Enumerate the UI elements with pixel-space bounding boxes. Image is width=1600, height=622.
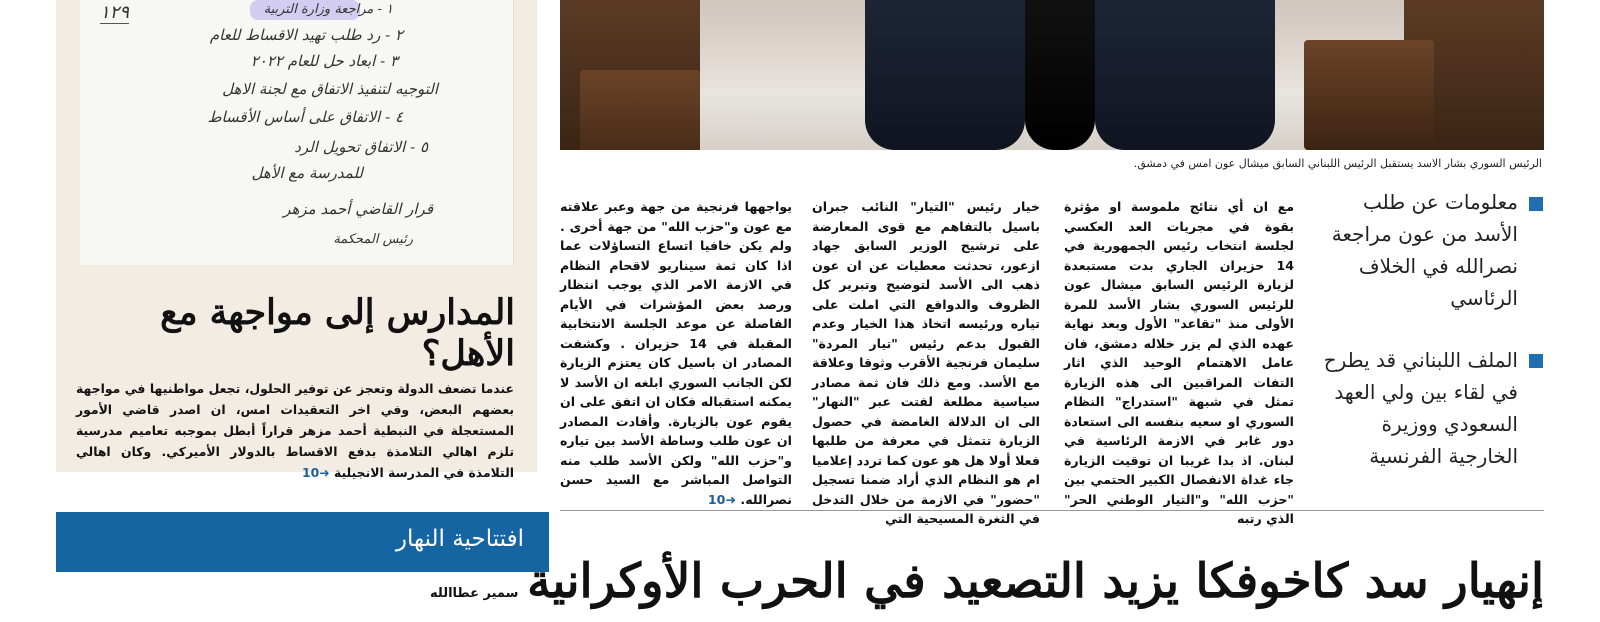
note-line: ٤ - الاتفاق على أساس الأقساط [207, 108, 403, 126]
chair-left [580, 70, 700, 150]
note-line: للمدرسة مع الأهل [251, 164, 363, 182]
photo-caption: الرئيس السوري بشار الاسد يستقبل الرئيس اللبناني السابق ميشال عون امس في دمشق. [1133, 157, 1542, 170]
main-headline[interactable]: إنهيار سد كاخوفكا يزيد التصعيد في الحرب الأوكرانية [527, 554, 1544, 609]
arrow-icon: ➜ [725, 491, 737, 507]
note-number: ١٢٩ [100, 2, 130, 23]
arrow-icon: ➜ [319, 465, 330, 480]
person-right [1095, 0, 1275, 150]
note-line: قرار القاضي أحمد مزهر [283, 200, 433, 218]
bullet-square-icon [1529, 354, 1543, 368]
bullet-square-icon [1529, 197, 1543, 211]
article-col3-text: يواجهها فرنجية من جهة وعبر علاقته مع عون و"حزب الله" من جهة أخرى . ولم يكن خافيا اتساع التساؤلات عما اذا كان ثمة سيناريو لاقحام النظام في الازمة الامر الذي يوجب انتظار ورصد بعض المؤشرات في الأيام الفاصلة عن موعد الجلسة الانتخابية المقبلة في 14 حزيران . وكشفت المصادر ان باسيل كان يعتزم الزيارة لكن الجانب السوري ابلغه ان الأسد لا يمكنه استقباله فكان ان اتفق على ان يقوم عون بالزيارة. وأفادت المصادر ان عون طلب وساطة الأسد بين تياره و"حزب الله" ولكن الأسد طلب منه التواصل المباشر مع السيد حسن نصرالله. [560, 199, 792, 507]
article-col1-text: ان أي نتائج ملموسة او مؤثرة بقوة في مجريات العد العكسي لجلسة انتخاب رئيس الجمهورية في 14 حزيران الجاري بدت مستبعدة لزيارة الرئيس السابق ميشال عون للرئيس السوري بشار الأسد للمرة الأولى منذ "تقاعد" الأول وبعد نهاية عهده الذي لم يزر خلاله دمشق، فان عامل الاهتمام الوحيد الذي اثار التفات المراقبين الى هذه الزيارة تمثل في شبهة "استدراج" النظام السوري او سعيه بنفسه الى استعادة دور غابر في الازمة الرئاسية في لبنان. اذ بدا غريبا ان توقيت الزيارة جاء غداة الانفصال الكبير الحتمي بين "حزب الله" و"التيار الوطني الحر" الذي رتبه [1064, 199, 1294, 526]
chair-right [1304, 40, 1434, 150]
left-story-headline[interactable]: المدارس إلى مواجهة مع الأهل؟ [160, 292, 515, 374]
person-left [865, 0, 1025, 150]
article-column-3 [560, 197, 792, 509]
bullet-item: معلومات عن طلب الأسد من عون مراجعة نصرالله في الخلاف الرئاسي [1331, 190, 1518, 310]
editorial-author: سمير عطاالله [430, 586, 519, 601]
bullet-item: الملف اللبناني قد يطرح في لقاء بين ولي العهد السعودي ووزيرة الخارجية الفرنسية [1323, 348, 1518, 468]
signature: رئيس المحكمة [333, 232, 413, 247]
section-divider [560, 510, 1544, 511]
article-lead: مع [1277, 199, 1294, 214]
news-photo [560, 0, 1544, 150]
note-line: ١ - مراجعة وزارة التربية [263, 2, 393, 17]
handwritten-document-image [80, 0, 514, 265]
article-jump[interactable]: 10 [707, 491, 726, 507]
note-line: التوجيه لتنفيذ الاتفاق مع لجنة الاهل [222, 80, 438, 98]
left-story-body [76, 378, 514, 483]
note-line: ٣ - ابعاد حل للعام ٢٠٢٢ [250, 52, 398, 70]
article-column-2: خيار رئيس "التيار" النائب جبران باسيل بالتفاهم مع قوى المعارضة على ترشيح الوزير السابق جهاد ازعور، تحدثت معطيات عن ان عون ذهب الى الأسد لتوضيح وتبرير كل الظروف والدوافع التي املت على تياره ورئيسه اتخاذ هذا الخيار وعدم القبول بدعم رئيس "تيار المردة" سليمان فرنجية الأقرب وثوقا وعلاقة مع الأسد. ومع ذلك فان ثمة مصادر سياسية مطلعة لفتت عبر "النهار" الى ان الدلالة الغامضة في حصول الزيارة تتمثل في معرفة من طلبها فعلا أولا هل هو عون كما تردد إعلاميا ام هو النظام الذي أراد ضمنا تسجيل "حضور" في الازمة من خلال التدخل في الثغرة المسيحية التي [812, 199, 1040, 526]
left-story-text: تضعف الدولة وتعجز عن توفير الحلول، تجعل مواطنيها في مواجهة بعضهم البعض، وفي اخر التعقيدات امس، ان اصدر قاضي الأمور المستعجلة في النبطية أحمد مزهر قراراً أبطل بموجبه تعاميم مدرسية تلزم اهالي التلامذة بدفع الاقساط بالدولار الأميركي. وكان اهالي التلامذة في المدرسة الانجيلية [76, 381, 514, 480]
note-line: ٢ - رد طلب تهيد الاقساط للعام [209, 26, 403, 44]
editorial-header [56, 512, 549, 572]
article-column-1 [1064, 197, 1294, 529]
note-line: ٥ - الاتفاق تحويل الرد [294, 138, 428, 156]
editorial-label[interactable]: افتتاحية النهار [395, 526, 524, 552]
person-middle [1025, 0, 1095, 150]
left-story-lead: عندما [480, 381, 514, 396]
left-story-jump[interactable]: 10 [301, 465, 320, 480]
